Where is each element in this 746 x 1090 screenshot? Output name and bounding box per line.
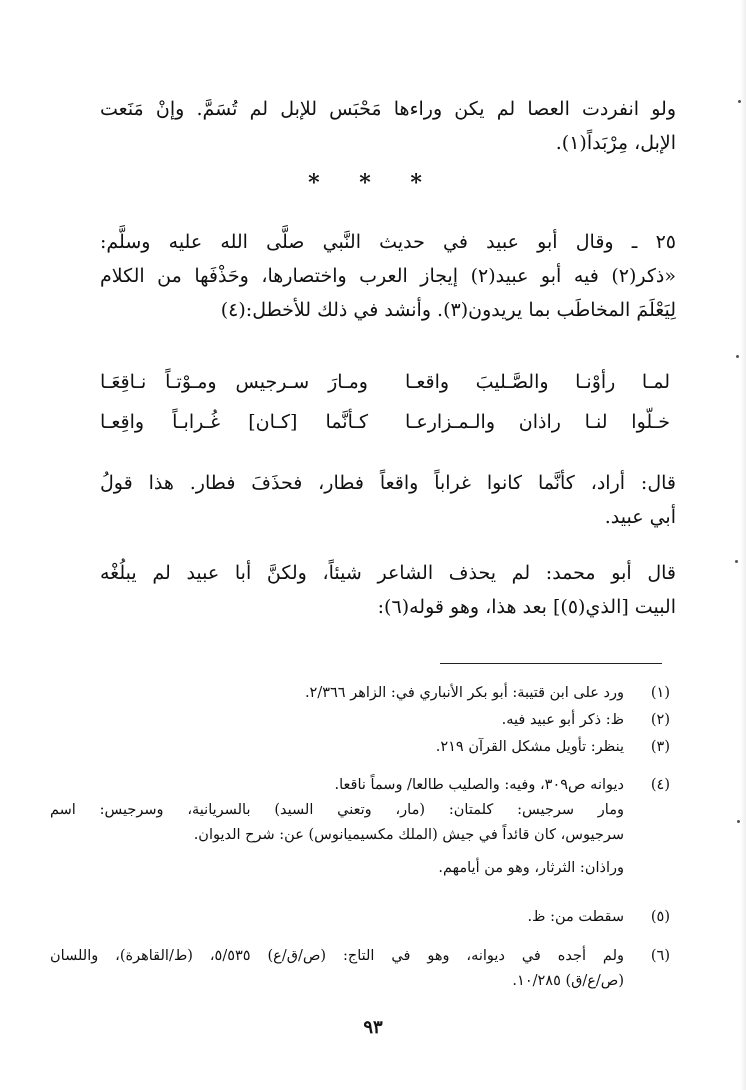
footnote-number: (١)	[650, 685, 670, 701]
text-line: قال: أراد، كأنَّما كانوا غراباً واقعاً فطار، فحذَفَ فطار. هذا قولُ	[100, 472, 676, 494]
poem-verse-1-first-hemistich: لمـا رأوْنـا والصَّـليبَ واقعـا	[405, 371, 670, 393]
entry-25-paragraph	[100, 225, 676, 327]
text-line: أبي عبيد.	[604, 506, 676, 528]
footnote-number: (٥)	[650, 909, 670, 925]
text-line: الإبل، مِرْبَداً(١).	[555, 132, 676, 154]
scan-speck	[737, 820, 740, 823]
scan-speck	[738, 100, 741, 103]
poem-verse-2-first-hemistich: خـلّوا لنـا راذان والـمـزارعـا	[405, 411, 670, 433]
footnote-6	[50, 944, 670, 998]
poem-verse-1-second-hemistich: ومـارَ سـرجيس ومـوْتـاً نـاقِعَـا	[100, 371, 368, 393]
comment-paragraph-2	[100, 556, 676, 624]
text-line: ٢٥ ـ وقال أبو عبيد في حديث النَّبي صلَّى الله عليه وسلَّم:	[100, 231, 676, 253]
footnote-text: ظ: ذكر أبو عبيد فيه.	[501, 712, 624, 728]
footnote-line: ديوانه ص٣٠٩، وفيه: والصليب طالعا/ وسماً ناقعا.	[334, 777, 624, 793]
footnote-line: (ص/ع/ق) ١٠/٢٨٥.	[512, 973, 624, 989]
footnote-divider	[440, 663, 662, 664]
scan-speck	[736, 355, 739, 358]
footnote-4	[50, 773, 670, 883]
comment-paragraph-1	[100, 466, 676, 534]
footnote-number: (٦)	[650, 948, 670, 964]
text-line: البيت [الذي(٥)] بعد هذا، وهو قوله(٦):	[377, 596, 676, 618]
page-number: ٩٣	[363, 1017, 383, 1038]
footnote-number: (٢)	[650, 712, 670, 728]
footnote-line: ومار سرجيس: كلمتان: (مار، وتعني السيد) بالسريانية، وسرجيس: اسم	[50, 802, 624, 818]
text-line: قال أبو محمد: لم يحذف الشاعر شيئاً، ولكنَّ أبا عبيد لم يبلُغْه	[100, 562, 676, 584]
section-separator: * * *	[308, 170, 438, 196]
footnote-line: وراذان: الثرثار، وهو من أيامهم.	[438, 860, 624, 876]
footnote-number: (٣)	[650, 739, 670, 755]
footnote-text: سقطت من: ظ.	[527, 909, 624, 925]
page-edge-shadow	[740, 0, 746, 1090]
footnote-line: ولم أجده في ديوانه، وهو في التاج: (ص/ق/ع) ٥/٥٣٥، (ط/القاهرة)، واللسان	[50, 948, 624, 964]
text-line: ولو انفردت العصا لم يكن وراءها مَحْبَس للإبل لم تُسَمَّ. وإنْ مَنَعت	[100, 98, 676, 120]
poem-verse-2-second-hemistich: كـأنَّما [كـان] غُـرابـاً واقِعـا	[100, 411, 368, 433]
scan-speck	[735, 560, 738, 563]
footnote-number: (٤)	[650, 777, 670, 793]
text-line: «ذكر(٢) فيه أبو عبيد(٢) إيجاز العرب واختصارها، وحَذْفَها من الكلام	[100, 265, 676, 287]
footnote-text: ينظر: تأويل مشكل القرآن ٢١٩.	[435, 739, 624, 755]
footnote-text	[50, 773, 624, 881]
intro-paragraph	[100, 92, 676, 160]
footnote-text	[50, 944, 624, 994]
text-line: لِيَعْلَمَ المخاطَب بما يريدون(٣). وأنشد في ذلك للأخطل:(٤)	[220, 299, 676, 321]
footnote-text: ورد على ابن قتيبة: أبو بكر الأنباري في: الزاهر ٢/٣٦٦.	[304, 685, 624, 701]
footnote-line: سرجيوس، كان قائداً في جيش (الملك مكسيميانوس) عن: شرح الديوان.	[193, 827, 624, 843]
